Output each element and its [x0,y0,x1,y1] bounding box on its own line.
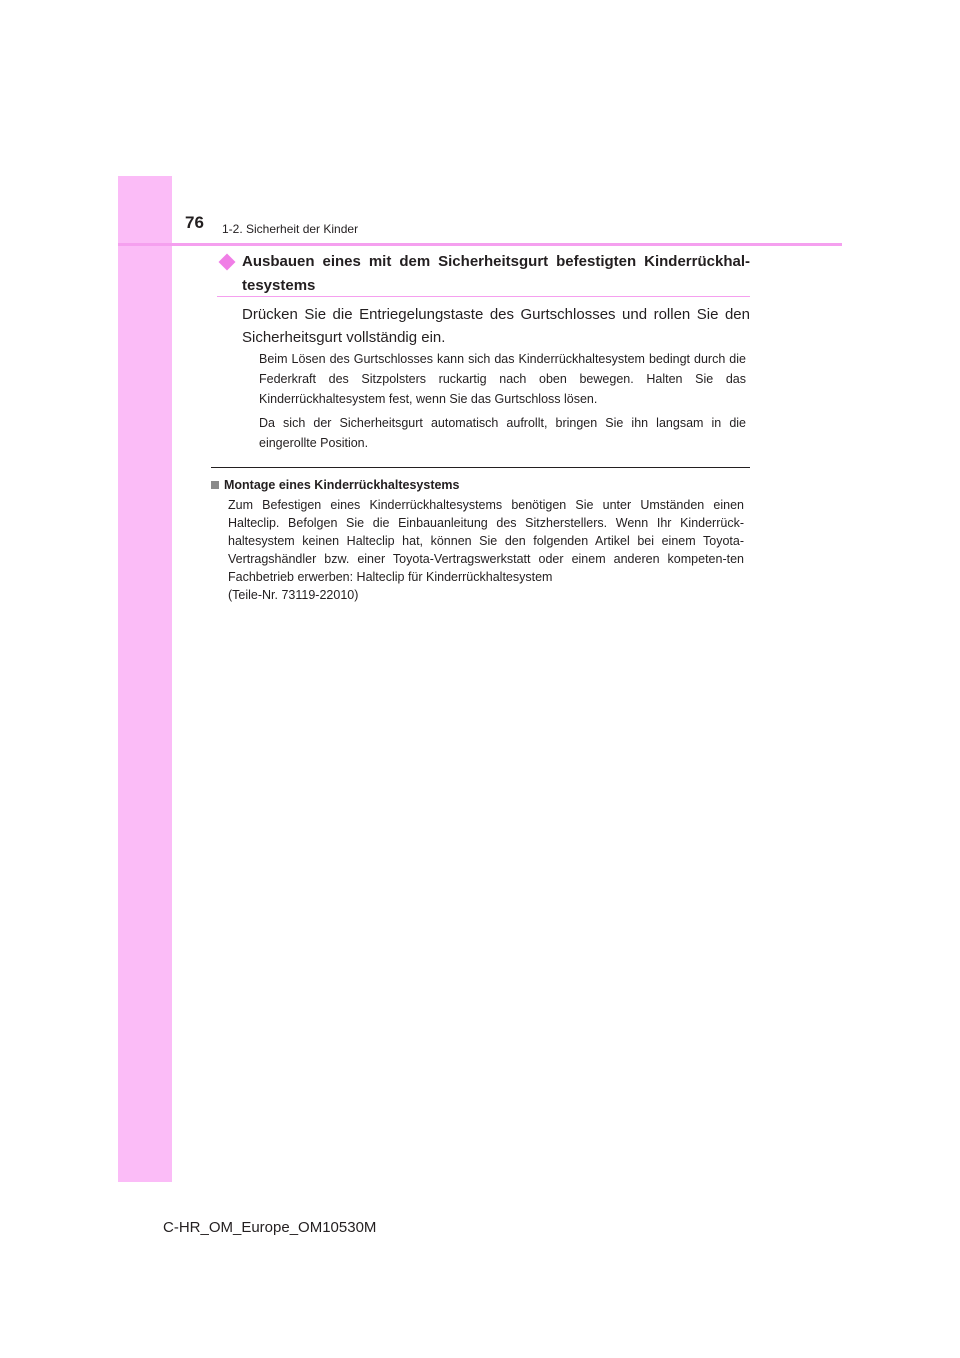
info-body [228,496,744,604]
note-paragraph: Da sich der Sicherheitsgurt automatisch aufrollt, bringen Sie ihn langsam in die eingerollte Position. [259,416,746,450]
instruction-text: Drücken Sie die Entriegelungstaste des Gurtschlosses und rollen Sie den Sicherheitsgurt vollständig ein. [242,306,750,346]
diamond-icon [219,254,236,271]
header-rule [118,243,842,246]
section-heading: Ausbauen eines mit dem Sicherheitsgurt befestigten Kinderrückhal-tesystems [242,253,750,294]
document-id-footer: C-HR_OM_Europe_OM10530M [163,1219,377,1236]
part-number: (Teile-Nr. 73119-22010) [228,588,359,602]
info-heading-label: Montage eines Kinderrückhaltesystems [224,478,460,492]
page-number: 76 [185,213,204,232]
section-title: 1-2. Sicherheit der Kinder [222,222,359,236]
info-heading [211,477,460,493]
square-bullet-icon [211,481,219,489]
note-paragraph: Beim Lösen des Gurtschlosses kann sich das Kinderrückhaltesystem bedingt durch die Federkraft des Sitzpolsters ruckartig nach oben bewegen. Halten Sie das Kinderrückhaltesystem fest, wenn Sie das Gurtschloss lösen. [259,352,746,406]
info-main-text: Zum Befestigen eines Kinderrückhaltesystems benötigen Sie unter Umständen einen Halteclip. Befolgen Sie die Einbauanleitung des Sitzherstellers. Wenn Ihr Kinderrück-haltesystem keinen Halteclip hat, können Sie den folgenden Artikel bei einem Toyota-Vertragshändler bzw. einer Toyota-Vertragswerkstatt oder einem anderen kompeten-ten Fachbetrieb erwerben: Halteclip für Kinderrückhaltesystem [228,498,744,584]
side-margin-band [118,176,172,1182]
info-divider [211,467,750,468]
heading-underline [217,296,750,297]
